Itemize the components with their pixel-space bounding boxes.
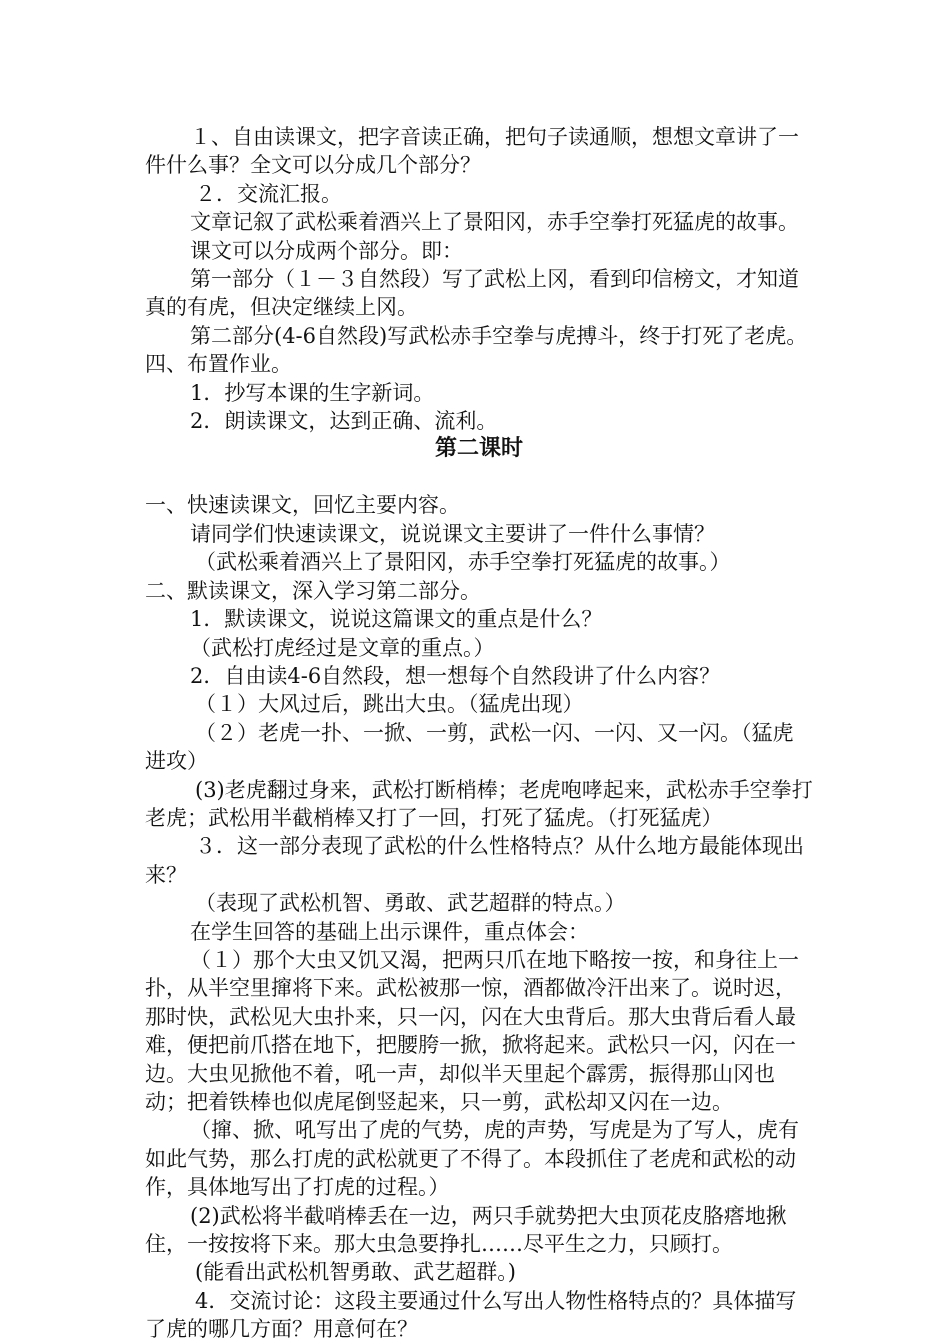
answer-2-item-3: (3)老虎翻过身来，武松打断梢棒；老虎咆哮起来，武松赤手空拳打老虎；武松用半截梢棒又打了一回，打死了猛虎。（打死猛虎） xyxy=(145,777,813,830)
paragraph-summary: 文章记叙了武松乘着酒兴上了景阳冈，赤手空拳打死猛虎的故事。 xyxy=(190,210,799,235)
paragraph-part-two: 第二部分(4-6自然段)写武松赤手空拳与虎搏斗，终于打死了老虎。 xyxy=(190,323,808,348)
document-body xyxy=(145,123,813,1344)
question-3: ３．这一部分表现了武松的什么性格特点？从什么地方最能体现出来？ xyxy=(145,834,804,887)
answer-2-item-1: （１）大风过后，跳出大虫。（猛虎出现） xyxy=(195,692,584,717)
answer-1: （武松打虎经过是文章的重点。） xyxy=(190,635,495,660)
heading-homework: 四、布置作业。 xyxy=(145,352,292,377)
homework-item-1: 1．抄写本课的生字新词。 xyxy=(190,380,435,405)
excerpt-2: (2)武松将半截哨棒丢在一边，两只手就势把大虫顶花皮胳瘩地揪住，一按按将下来。那大虫急要挣扎……尽平生之力，只顾打。 xyxy=(145,1203,787,1257)
paragraph-quick-read-question: 请同学们快速读课文，说说课文主要讲了一件什么事情？ xyxy=(190,521,715,546)
homework-item-2: 2．朗读课文，达到正确、流利。 xyxy=(190,409,498,434)
excerpt-2-analysis: (能看出武松机智勇敢、武艺超群。) xyxy=(195,1260,516,1285)
paragraph-task-2: ２．交流汇报。 xyxy=(195,181,342,206)
paragraph-division-intro: 课文可以分成两个部分。即： xyxy=(190,238,463,263)
excerpt-1: （１）那个大虫又饥又渴，把两只爪在地下略按一按，和身往上一扑，从半空里撺将下来。武松被那一惊，酒都做冷汗出来了。说时迟，那时快，武松见大虫扑来，只一闪，闪在大虫背后。那大虫背后看人最难，便把前爪搭在地下，把腰胯一掀，掀将起来。武松只一闪，闪在一边。大虫见掀他不着，吼一声，却似半天里起个霹雳，振得那山冈也动；把着铁棒也似虎尾倒竖起来，只一剪，武松却又闪在一边。 xyxy=(145,947,799,1114)
answer-2-item-2: （２）老虎一扑、一掀、一剪，武松一闪、一闪、又一闪。（猛虎进攻） xyxy=(145,720,794,774)
heading-quick-read: 一、快速读课文，回忆主要内容。 xyxy=(145,493,460,518)
answer-3: （表现了武松机智、勇敢、武艺超群的特点。） xyxy=(195,891,626,916)
paragraph-quick-read-answer: （武松乘着酒兴上了景阳冈，赤手空拳打死猛虎的故事。） xyxy=(195,550,731,575)
excerpt-1-analysis: （撺、掀、吼写出了虎的气势，虎的声势，写虎是为了写人，虎有如此气势，那么打虎的武松就更了不得了。本段抓住了老虎和武松的动作，具体地写出了打虎的过程。） xyxy=(145,1118,799,1200)
question-1: 1．默读课文，说说这篇课文的重点是什么？ xyxy=(190,607,603,632)
paragraph-part-one: 第一部分（１－３自然段）写了武松上冈，看到印信榜文，才知道真的有虎，但决定继续上冈。 xyxy=(145,267,799,320)
paragraph-courseware: 在学生回答的基础上出示课件，重点体会： xyxy=(190,919,589,944)
question-2: 2．自由读4-6自然段，想一想每个自然段讲了什么内容？ xyxy=(190,663,721,688)
heading-silent-read: 二、默读课文，深入学习第二部分。 xyxy=(145,578,481,603)
section-title: 第二课时 xyxy=(434,436,523,462)
paragraph-task-1: １、自由读课文，把字音读正确，把句子读通顺，想想文章讲了一件什么事？全文可以分成几个部分？ xyxy=(145,125,799,178)
question-4: 4．交流讨论：这段主要通过什么写出人物性格特点的？具体描写了虎的哪几方面？用意何在？ xyxy=(145,1288,797,1342)
